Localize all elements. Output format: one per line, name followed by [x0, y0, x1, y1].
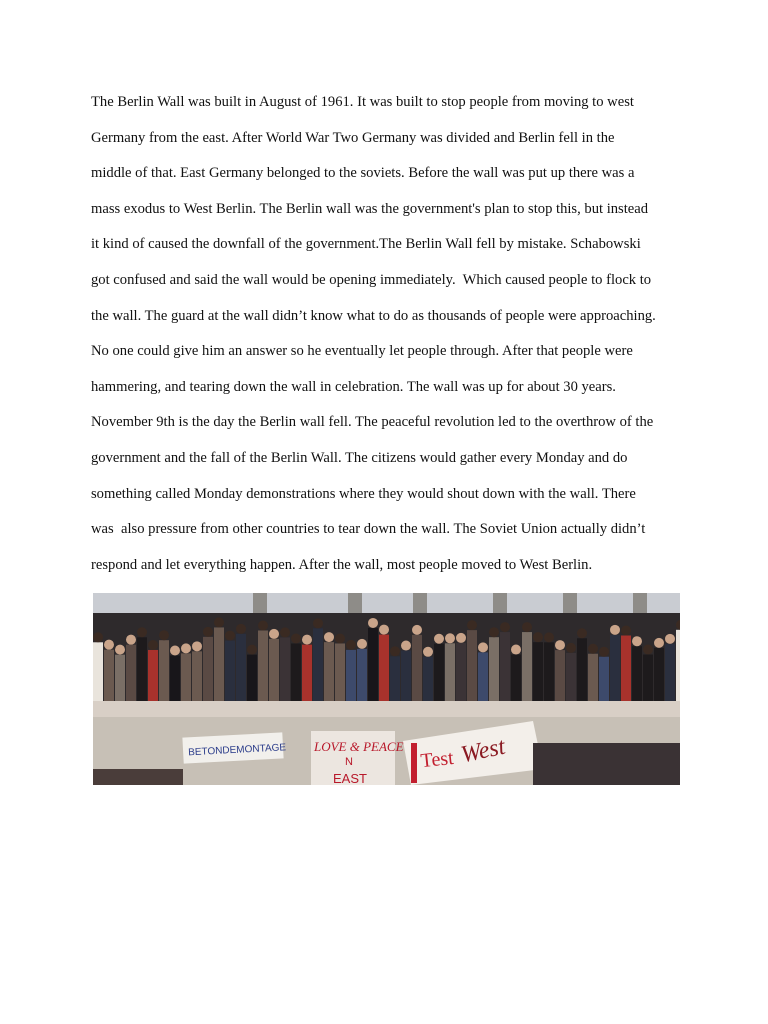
- person-silhouette: [533, 642, 543, 705]
- person-head: [126, 635, 136, 645]
- banner-west-text: West: [458, 733, 508, 769]
- banner-love-peace-text: LOVE & PEACE: [314, 739, 404, 754]
- text-line: hammering, and tearing down the wall in celebration. The wall was up for about 30 years.: [91, 378, 616, 395]
- person-silhouette: [170, 655, 180, 705]
- person-head: [148, 640, 158, 650]
- banner-betondemontage: [182, 732, 286, 763]
- person-head: [247, 645, 257, 655]
- berlin-wall-photo: [93, 593, 680, 785]
- person-head: [610, 625, 620, 635]
- crowd: [93, 613, 680, 708]
- person-silhouette: [632, 646, 642, 705]
- person-head: [522, 622, 532, 632]
- person-silhouette: [346, 650, 356, 705]
- person-head: [489, 627, 499, 637]
- text-line: got confused and said the wall would be opening immediately. Which caused people to flock to: [91, 271, 652, 288]
- text-line: middle of that. East Germany belonged to the soviets. Before the wall was put up there was a: [91, 165, 635, 182]
- text-line: No one could give him an answer so he eventually let people through. After that people were: [91, 343, 633, 360]
- person-silhouette: [214, 627, 224, 705]
- person-silhouette: [291, 643, 301, 705]
- person-head: [643, 645, 653, 655]
- person-head: [203, 627, 213, 637]
- person-head: [280, 627, 290, 637]
- person-silhouette: [654, 648, 664, 705]
- person-head: [577, 628, 587, 638]
- text-line: was also pressure from other countries to tear down the wall. The Soviet Union actually didn’t: [91, 521, 646, 538]
- person-silhouette: [412, 635, 422, 705]
- person-head: [93, 632, 103, 642]
- person-head: [588, 644, 598, 654]
- text-line: November 9th is the day the Berlin wall fell. The peaceful revolution led to the overthrow of the: [91, 414, 654, 431]
- person-head: [357, 639, 367, 649]
- person-silhouette: [148, 650, 158, 705]
- text-line: The Berlin Wall was built in August of 1961. It was built to stop people from moving to west: [91, 94, 634, 110]
- person-silhouette: [643, 655, 653, 705]
- person-silhouette: [588, 654, 598, 705]
- person-head: [599, 647, 609, 657]
- person-silhouette: [203, 637, 213, 705]
- person-silhouette: [390, 656, 400, 705]
- person-silhouette: [555, 650, 565, 705]
- text-line: it kind of caused the downfall of the government.The Berlin Wall fell by mistake. Schabowski: [91, 236, 641, 253]
- text-line: something called Monday demonstrations where they would shout down with the wall. There: [91, 485, 636, 502]
- person-head: [291, 633, 301, 643]
- person-head: [621, 625, 631, 635]
- person-head: [159, 630, 169, 640]
- person-head: [456, 633, 466, 643]
- person-head: [412, 625, 422, 635]
- person-silhouette: [302, 645, 312, 705]
- person-head: [632, 636, 642, 646]
- person-silhouette: [434, 644, 444, 705]
- person-head: [401, 641, 411, 651]
- person-head: [313, 618, 323, 628]
- person-head: [346, 640, 356, 650]
- person-silhouette: [610, 635, 620, 705]
- person-silhouette: [456, 643, 466, 705]
- person-head: [379, 625, 389, 635]
- banner-love-peace: [311, 731, 404, 785]
- person-head: [665, 634, 675, 644]
- person-head: [236, 624, 246, 634]
- person-silhouette: [137, 637, 147, 705]
- person-silhouette: [104, 650, 114, 705]
- person-head: [368, 618, 378, 628]
- person-silhouette: [324, 642, 334, 705]
- person-silhouette: [313, 628, 323, 705]
- person-head: [555, 640, 565, 650]
- person-silhouette: [511, 655, 521, 705]
- person-silhouette: [181, 653, 191, 705]
- person-silhouette: [423, 657, 433, 705]
- person-head: [478, 642, 488, 652]
- person-head: [434, 634, 444, 644]
- person-head: [533, 632, 543, 642]
- person-head: [511, 645, 521, 655]
- body-paragraph: [91, 91, 691, 589]
- person-silhouette: [566, 653, 576, 705]
- person-silhouette: [247, 655, 257, 705]
- person-head: [214, 617, 224, 627]
- person-silhouette: [236, 634, 246, 705]
- text-line: respond and let everything happen. After the wall, most people moved to West Berlin.: [91, 556, 593, 573]
- person-head: [192, 641, 202, 651]
- person-silhouette: [500, 632, 510, 705]
- person-head: [566, 643, 576, 653]
- banner-test-text: Test: [419, 746, 455, 773]
- person-head: [137, 627, 147, 637]
- person-head: [302, 635, 312, 645]
- person-silhouette: [368, 628, 378, 705]
- person-silhouette: [599, 657, 609, 705]
- text-line: government and the fall of the Berlin Wall. The citizens would gather every Monday and do: [91, 449, 628, 466]
- person-silhouette: [489, 637, 499, 705]
- person-silhouette: [258, 630, 268, 705]
- person-silhouette: [676, 630, 680, 705]
- person-head: [324, 632, 334, 642]
- person-silhouette: [478, 652, 488, 705]
- person-silhouette: [621, 635, 631, 705]
- person-silhouette: [357, 649, 367, 705]
- person-head: [115, 645, 125, 655]
- person-head: [181, 643, 191, 653]
- person-head: [335, 633, 345, 643]
- person-head: [654, 638, 664, 648]
- person-silhouette: [544, 642, 554, 705]
- person-head: [544, 632, 554, 642]
- person-silhouette: [467, 630, 477, 705]
- person-head: [445, 633, 455, 643]
- text-line: mass exodus to West Berlin. The Berlin wall was the government's plan to stop this, but instead: [91, 200, 649, 217]
- banner-n-text: N: [345, 756, 353, 768]
- person-silhouette: [379, 635, 389, 705]
- person-silhouette: [225, 641, 235, 705]
- banner-east-text: EAST: [333, 771, 367, 785]
- person-silhouette: [192, 651, 202, 705]
- person-head: [258, 620, 268, 630]
- person-silhouette: [126, 645, 136, 705]
- person-head: [225, 631, 235, 641]
- text-line: the wall. The guard at the wall didn’t know what to do as thousands of people were approaching.: [91, 307, 656, 324]
- person-head: [104, 640, 114, 650]
- text-line: Germany from the east. After World War Two Germany was divided and Berlin fell in the: [91, 129, 615, 146]
- person-silhouette: [445, 643, 455, 705]
- banner-betondemontage-text: BETONDEMONTAGE: [187, 742, 287, 759]
- person-silhouette: [577, 638, 587, 705]
- person-silhouette: [665, 644, 675, 705]
- person-head: [170, 645, 180, 655]
- person-silhouette: [115, 655, 125, 705]
- person-silhouette: [335, 643, 345, 705]
- person-silhouette: [93, 642, 103, 705]
- person-silhouette: [401, 651, 411, 705]
- person-head: [269, 629, 279, 639]
- person-silhouette: [269, 639, 279, 705]
- person-silhouette: [280, 637, 290, 705]
- person-head: [467, 620, 477, 630]
- person-head: [390, 646, 400, 656]
- person-silhouette: [159, 640, 169, 705]
- person-head: [500, 622, 510, 632]
- person-silhouette: [522, 632, 532, 705]
- person-head: [423, 647, 433, 657]
